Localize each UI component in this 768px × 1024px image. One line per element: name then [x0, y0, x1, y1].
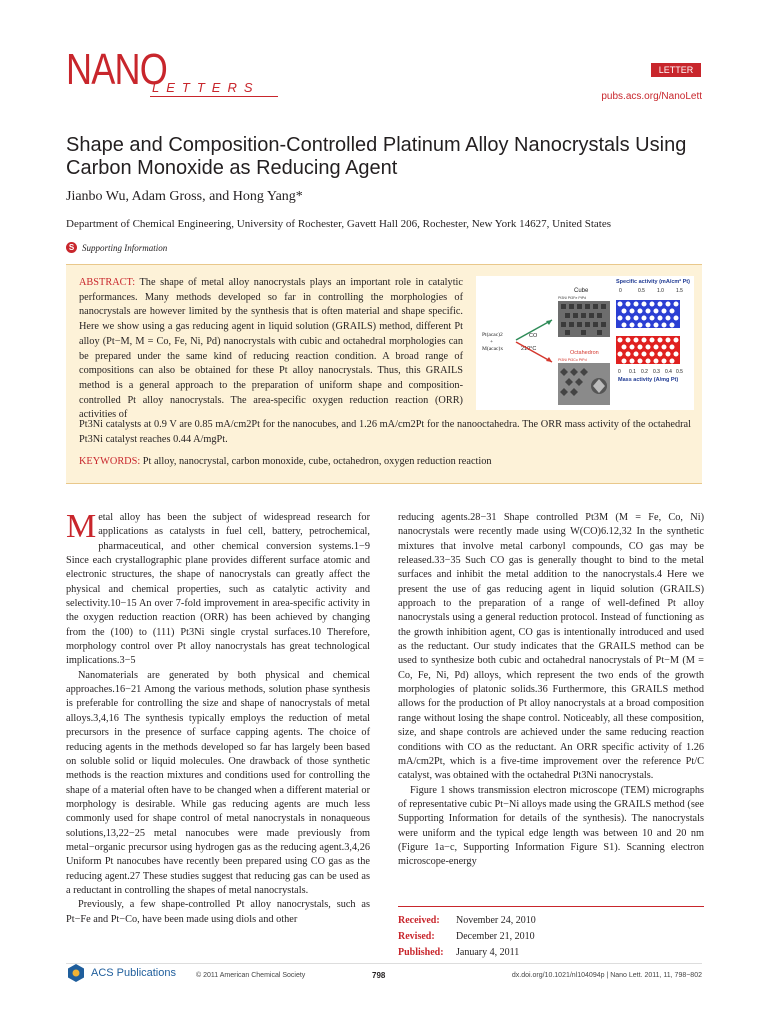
toc-gas-label: CO: [529, 333, 538, 339]
toc-bottom-tick: 0.2: [641, 369, 648, 375]
abstract-body: The shape of metal alloy nanocrystals plays an important role in catalytic performances. Many methods developed so far in controlling the morphologies of nanocrystals are however limited by the synthesis that is often material and shape specific. Here we show using a gas reducing agent in liquid solution (GRAILS) method, different Pt alloy (Pt−M, M = Co, Fe, Ni, Pd) nanocrystals with cubic and octahedral morphologies can be prepared under the same kind of reducing reaction condition. A broad range of compositions can also be obtained for these Pt alloy nanocrystals. Thus, this GRAILS method is a general approach to the preparation of uniform shape and composition-controlled Pt alloy nanocrystals. The area-specific oxygen reduction reaction (ORR) activities of: [79, 277, 463, 421]
toc-bottom-tick: 0.1: [629, 369, 636, 375]
article-title: Shape and Composition-Controlled Platinum Alloy Nanocrystals Using Carbon Monoxide as Reducing Agent: [66, 134, 687, 179]
abstract-label: ABSTRACT:: [79, 277, 136, 288]
date-label: Published:: [398, 947, 444, 958]
toc-plus: +: [490, 339, 494, 345]
abstract-tail: Pt3Ni catalysts at 0.9 V are 0.85 mA/cm2Pt for the nanocubes, and 1.26 mA/cm2Pt for the nanooctahedra. The ORR mass activity of the octahedral Pt3Ni catalyst reaches 0.44 A/mgPt.: [79, 419, 691, 445]
affiliation: Department of Chemical Engineering, University of Rochester, Gavett Hall 206, Rochester, New York 14627, United States: [66, 218, 612, 230]
toc-blue-bars: [616, 300, 680, 328]
date-row: [398, 913, 704, 929]
body-paragraph: [66, 508, 370, 669]
body-left-column: [66, 508, 370, 927]
date-value: November 24, 2010: [456, 915, 536, 926]
toc-octahedron-label: Octahedron: [570, 350, 599, 356]
toc-octa-samples: Pt3Ni Pt3Co PtPd: [558, 358, 587, 362]
toc-bottom-tick: 0.5: [676, 369, 683, 375]
toc-top-tick: 1.5: [676, 288, 683, 294]
paragraph-text: etal alloy has been the subject of widespread research for applications as catalysts in fuel cell, battery, petrochemical, pharmaceutical, and other chemical conversion systems.1−9 Since each crystallographic plane provides different surface atomic and electronic structures, the shape of nanocrystals can greatly affect the physical and chemical properties, such as catalytic activity and selectivity.10−15 An over 7-fold improvement in area-specific activity in the oxygen reduction reaction (ORR) has been achieved by changing from the (100) to (111) Pt3Ni single crystal surfaces.10 Therefore, morphology control over Pt alloy nanocrystals has great technological implications.3−5: [66, 512, 370, 667]
body-paragraph: Nanomaterials are generated by both physical and chemical approaches.16−21 Among the various methods, solution phase synthesis is preferable for controlling the size and shape of nanocrystals of metal alloys.3,4,16 The synthesis typically employs the reduction of metal precursors in the presence of surface capping agents. The choice of reducing agents in the methods developed so far has largely been based on soluble solid or liquid molecules. One drawback of those synthetic methods is the reaction mixtures and conditions used for controlling the shape of a material often have to be changed when a different material or morphology is desirable. While gas reducing agents are much less commonly used for shape control of metal nanocrystals in nonaqueous solutions,13,22−25 metal nanocubes were made previously from metal−organic precursor using hydrogen gas as the reducing agent.3,4,26 Uniform Pt nanocubes have recently been prepared using CO gas as the reducing agent.27 These studies suggest that reducing gas can be used as a reductant in controlling the shapes of metal nanocrystals.: [66, 669, 370, 896]
acs-hexagon-icon: [66, 963, 86, 983]
journal-url-link[interactable]: pubs.acs.org/NanoLett: [601, 91, 702, 102]
supporting-info-icon: S: [66, 242, 77, 253]
body-paragraph: Figure 1 shows transmission electron microscope (TEM) micrographs of representative cubic Pt−Ni alloys made using the GRAILS method (see Supporting Information for details of the synthesis). The nanocrystals were uniform and the typical edge length was between 10 and 20 nm (Figure 1a−c, Supporting Information Figure S1). Scanning electron microscope-energy: [398, 784, 704, 868]
logo-underline: [150, 96, 278, 97]
journal-logo-letters: LETTERS: [152, 80, 260, 95]
toc-bottom-tick: 0.3: [653, 369, 660, 375]
toc-bottom-tick: 0: [618, 369, 621, 375]
keywords: [79, 456, 691, 467]
acs-publisher-name: ACS Publications: [91, 967, 176, 979]
toc-bottom-tick: 0.4: [665, 369, 672, 375]
toc-cube-label: Cube: [574, 288, 589, 294]
date-value: December 21, 2010: [456, 931, 535, 942]
supporting-info-link[interactable]: [66, 242, 167, 253]
journal-logo-nano: NANO: [66, 45, 167, 94]
keywords-text: Pt alloy, nanocrystal, carbon monoxide, cube, octahedron, oxygen reduction reaction: [142, 456, 492, 467]
date-row: [398, 929, 704, 945]
page-number: 798: [372, 971, 386, 980]
toc-reagent-1: Pt(acac)2: [482, 332, 503, 338]
toc-graphic: [476, 276, 694, 410]
abstract-text: [79, 276, 463, 423]
supporting-info-label: Supporting Information: [82, 242, 168, 253]
keywords-label: KEYWORDS:: [79, 456, 141, 467]
toc-bottom-axis-label: Mass activity (A/mg Pt): [618, 377, 679, 383]
body-paragraph: Previously, a few shape-controlled Pt alloy nanocrystals, such as Pt−Fe and Pt−Co, have been made using diols and other: [66, 899, 370, 925]
toc-cube-samples: Pt3Ni Pt3Fe PtPd: [558, 296, 587, 300]
copyright-notice: © 2011 American Chemical Society: [196, 972, 306, 979]
toc-top-tick: 0: [619, 288, 622, 294]
date-value: January 4, 2011: [456, 947, 520, 958]
acs-publications-logo: [66, 963, 176, 983]
drop-cap: M: [66, 508, 97, 545]
date-row: [398, 945, 704, 961]
body-right-column: [398, 511, 704, 870]
toc-reagent-2: M(acac)x: [482, 346, 504, 352]
toc-red-bars: [616, 336, 680, 364]
author-list: Jianbo Wu, Adam Gross, and Hong Yang*: [66, 189, 303, 204]
toc-top-tick: 0.5: [638, 288, 645, 294]
article-type-badge: LETTER: [651, 63, 701, 77]
publication-dates: [398, 906, 704, 961]
doi-citation[interactable]: dx.doi.org/10.1021/nl104094p | Nano Lett. 2011, 11, 798−802: [511, 972, 702, 979]
body-paragraph: reducing agents.28−31 Shape controlled Pt3M (M = Fe, Co, Ni) nanocrystals were recently made using W(CO)6.12,32 In the synthetic mixtures that involve metal carbonyl compounds, CO gas may be released.33−35 Such CO gas is generally thought to bind to the metal surfaces and inhibit the metal addition to the nanocrystals.4 Here we present the use of gas reducing agent in liquid solution (GRAILS) approach to the preparation of a range of well-defined Pt alloy nanocrystals using a general reduction protocol. Instead of functioning as the growth inhibition agent, CO gas is intentionally introduced and used as the reductant. Our study indicates that the GRAILS method can be used to synthesize both cubic and octahedral nanocrystals of Pt−M (M = Co, Fe, Ni, Pd) alloys, which represent the two ends of the growth morphologies of platonic solids.36 Furthermore, this GRAILS method allows for the production of Pt alloy nanocrystals at a broad composition range without losing the shape control. Noticeably, all these composition, size, and shape controls are achieved under the same reducing reaction conditions with CO as the reductant. An ORR specific activity of 1.26 mA/cm2Pt, which is a five-time improvement over the reference Pt/C catalyst, was obtained with the octahedral Pt3Ni nanocrystals.: [398, 512, 704, 782]
date-label: Received:: [398, 915, 440, 926]
toc-top-tick: 1.0: [657, 288, 664, 294]
toc-top-axis-label: Specific activity (mA/cm² Pt): [616, 279, 690, 285]
date-label: Revised:: [398, 931, 435, 942]
toc-temperature: 210°C: [521, 346, 537, 352]
